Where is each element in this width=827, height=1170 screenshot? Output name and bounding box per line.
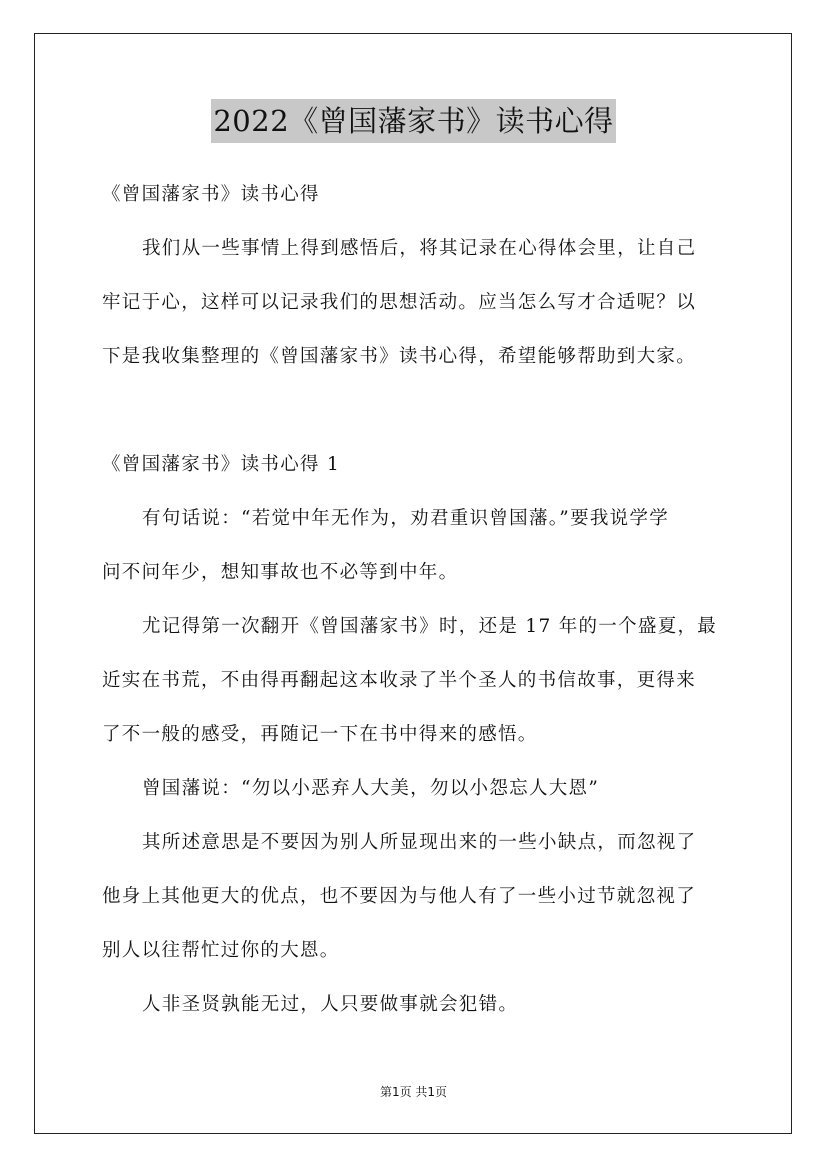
paragraph-line: 有句话说：“若觉中年无作为，劝君重识曾国藩。”要我说学学 [142,508,670,529]
section-heading: 《曾国藩家书》读书心得 1 [102,454,341,475]
intro-line: 牢记于心，这样可以记录我们的思想活动。应当怎么写才合适呢？以 [102,292,697,313]
paragraph-line: 尤记得第一次翻开《曾国藩家书》时，还是 17 年的一个盛夏，最 [142,616,718,637]
intro-line: 我们从一些事情上得到感悟后，将其记录在心得体会里，让自己 [142,238,697,259]
paragraph-line: 人非圣贤孰能无过，人只要做事就会犯错。 [142,994,519,1015]
intro-line: 下是我收集整理的《曾国藩家书》读书心得，希望能够帮助到大家。 [102,346,697,367]
title-container [0,99,827,143]
paragraph-line: 别人以往帮忙过你的大恩。 [102,940,340,961]
paragraph-line: 他身上其他更大的优点，也不要因为与他人有了一些小过节就忽视了 [102,886,697,907]
paragraph-line: 其所述意思是不要因为别人所显现出来的一些小缺点，而忽视了 [142,832,697,853]
paragraph-line: 了不一般的感受，再随记一下在书中得来的感悟。 [102,724,538,745]
paragraph-line: 问不问年少，想知事故也不必等到中年。 [102,562,459,583]
page-footer: 第1页 共1页 [379,1085,448,1099]
paragraph-line: 近实在书荒，不由得再翻起这本收录了半个圣人的书信故事，更得来 [102,670,697,691]
paragraph-line: 曾国藩说：“勿以小恶弃人大美，勿以小怨忘人大恩” [142,778,600,799]
subtitle: 《曾国藩家书》读书心得 [102,184,320,205]
document-title: 2022《曾国藩家书》读书心得 [211,99,615,143]
